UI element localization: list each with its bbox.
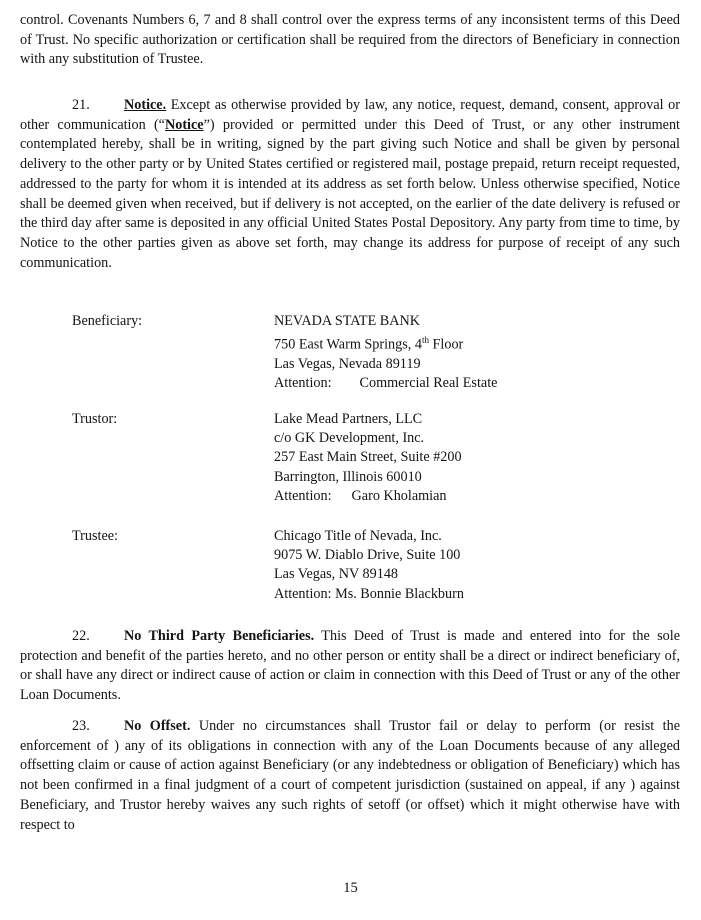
- section-21-text-b: ”) provided or permitted under this Deed of Trust, or any other instrument contemplated hereby, shall be in writing, signed by the part giving such Notice and shall be given by personal delivery to the other party or by United States certified or registered mail, postage prepaid, return receipt requested, addressed to the party for whom it is intended at its address as set forth below. Unless otherwise specified, Notice shall be deemed given when received, but if delivery is not accepted, on the earlier of the date delivery is refused or the third day after same is deposited in any official United States Postal Depository. Any party from time to time, by Notice to the other parties given as above set forth, may change its address for purpose of receipt of any such communication.: [20, 116, 680, 271]
- beneficiary-line-3: Las Vegas, Nevada 89119: [274, 356, 421, 373]
- trustor-attention-label: Attention:: [274, 487, 332, 504]
- trustee-address: [274, 527, 464, 604]
- notice-defined-term: Notice: [164, 116, 204, 133]
- page-number: 15: [343, 880, 358, 896]
- beneficiary-line-2-sup: th: [421, 335, 429, 346]
- section-23-no-offset: [20, 717, 680, 835]
- beneficiary-address: [274, 312, 497, 394]
- trustor-attention: [274, 487, 462, 506]
- beneficiary-attention-value: Commercial Real Estate: [359, 375, 498, 392]
- trustor-line-3: 257 East Main Street, Suite #200: [274, 449, 462, 466]
- section-22-no-third-party: [20, 627, 680, 706]
- section-22-heading: No Third Party Beneficiaries.: [124, 628, 315, 644]
- section-22-text: This Deed of Trust is made and entered into for the sole protection and benefit of the parties hereto, and no other person or entity shall be a direct or indirect beneficiary of, or shall have any direct or indirect cause of action or claim in connection with this Deed of Trust or any of the other Loan Documents.: [20, 628, 680, 704]
- trustee-line-4: Attention: Ms. Bonnie Blackburn: [274, 585, 464, 602]
- trustee-label: Trustee:: [72, 528, 118, 544]
- section-22-number: 22.: [72, 628, 90, 644]
- trustor-label: Trustor:: [72, 411, 118, 427]
- trustor-address: [274, 410, 462, 506]
- trustee-line-3: Las Vegas, NV 89148: [274, 566, 399, 583]
- section-23-heading: No Offset.: [124, 718, 191, 734]
- trustor-line-4: Barrington, Illinois 60010: [274, 468, 422, 485]
- section-21-notice: [20, 96, 680, 273]
- continuation-paragraph: [20, 11, 680, 70]
- trustee-line-2: 9075 W. Diablo Drive, Suite 100: [274, 547, 461, 564]
- section-21-heading: Notice.: [124, 97, 167, 113]
- beneficiary-attention: [274, 374, 497, 393]
- beneficiary-attention-label: Attention:: [274, 375, 332, 392]
- section-21-text-a: Except as otherwise provided by law, any notice, request, demand, consent, approval or other communication (“: [20, 97, 680, 133]
- section-21-number: 21.: [72, 97, 90, 113]
- beneficiary-line-2: [274, 331, 497, 355]
- section-23-number: 23.: [72, 718, 90, 734]
- trustor-line-1: Lake Mead Partners, LLC: [274, 411, 423, 427]
- beneficiary-line-2-pre: 750 East Warm Springs, 4: [274, 336, 422, 353]
- beneficiary-line-2-post: Floor: [428, 336, 464, 353]
- continuation-text: control. Covenants Numbers 6, 7 and 8 shall control over the express terms of any inconsistent terms of this Deed of Trust. No specific authorization or certification shall be required from the directors of Beneficiary in connection with any substitution of Trustee.: [20, 12, 680, 68]
- trustor-attention-value: Garo Kholamian: [351, 487, 447, 504]
- trustee-line-1: Chicago Title of Nevada, Inc.: [274, 528, 442, 544]
- beneficiary-line-1: NEVADA STATE BANK: [274, 313, 420, 329]
- trustor-line-2: c/o GK Development, Inc.: [274, 430, 425, 447]
- section-23-text: Under no circumstances shall Trustor fail or delay to perform (or resist the enforcement of ) any of its obligations in connection with any of the Loan Documents because of any alleged offsetting claim or cause of action against Beneficiary (or any indebtedness or obligation of Beneficiary) which has not been confirmed in a final judgment of a court of competent jurisdiction (sustained on appeal, if any ) against Beneficiary, and Trustor hereby waives any such rights of setoff (or offset) which it might otherwise have with respect to: [20, 718, 680, 833]
- beneficiary-label: Beneficiary:: [72, 313, 143, 329]
